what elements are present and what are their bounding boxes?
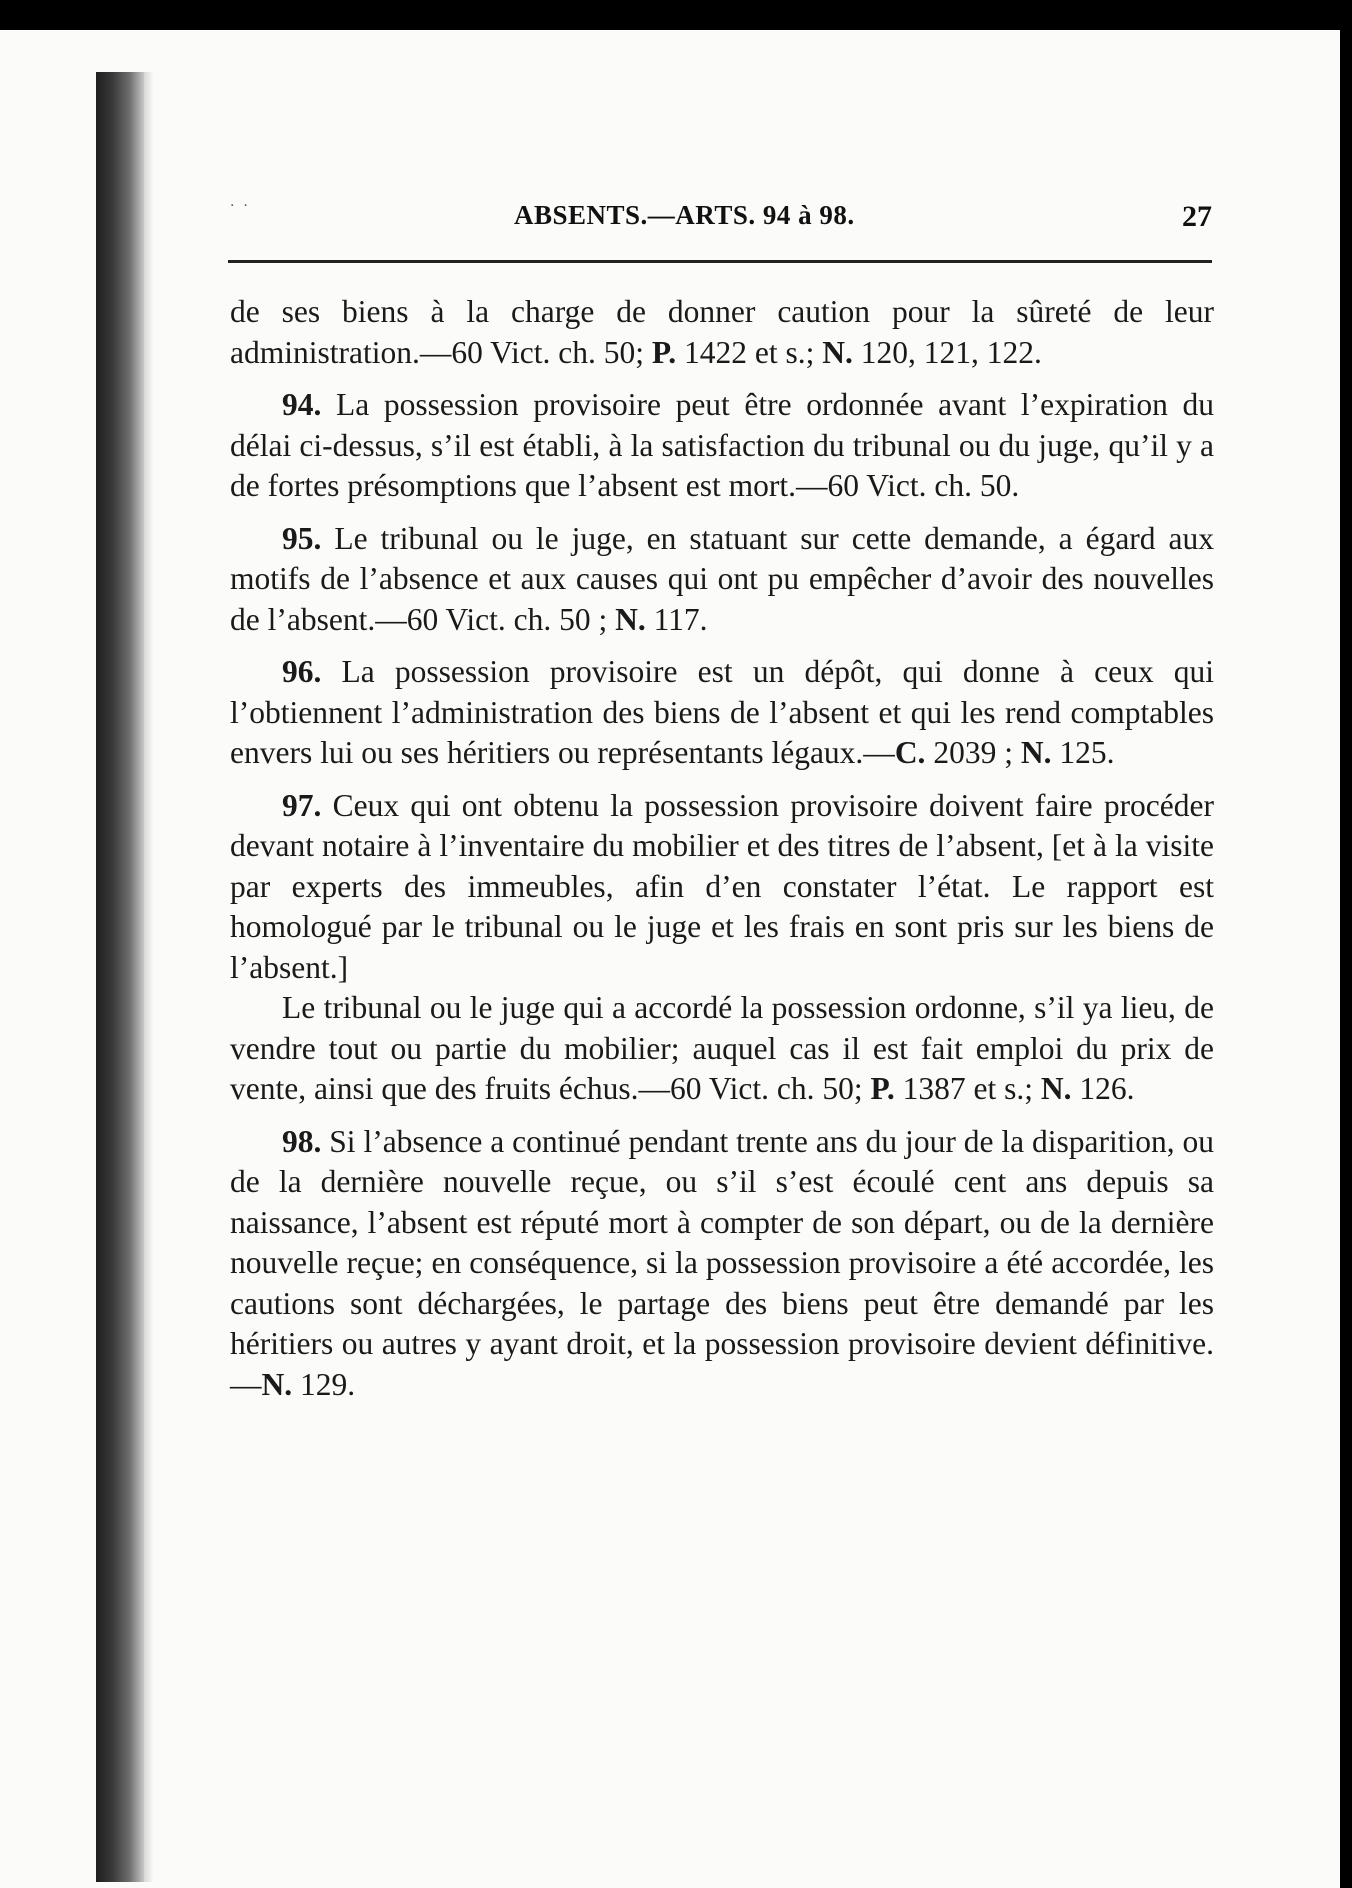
article-97: 97. Ceux qui ont obtenu la possession provisoire doivent faire procéder devant notaire à l’inventaire du mobilier et des titres de l’absent, [et à la visite par experts des immeubles, afin d’en constater l’état. Le rapport est homologué par le tribunal ou le juge et les frais en sont pris sur les biens de l’absent.]: [230, 787, 1214, 985]
article-95: 95. Le tribunal ou le juge, en statuant sur cette demande, a égard aux motifs de l’absence et aux causes qui ont pu empêcher d’avoir des nouvelles de l’absent.—60 Vict. ch. 50 ; N. 117.: [230, 520, 1214, 637]
stray-marks: · ·: [230, 198, 248, 214]
running-head: ABSENTS.—ARTS. 94 à 98.: [514, 200, 855, 230]
page-gutter: [144, 72, 154, 1882]
article-94: 94. La possession provisoire peut être ordonnée avant l’expiration du délai ci-dessus, s’il est établi, à la satisfaction du tribunal ou du juge, qu’il y a de fortes présomptions que l’absent est mort.—60 Vict. ch. 50.: [230, 387, 1214, 503]
body-text: [230, 292, 1214, 1405]
article-number: 95.: [282, 520, 322, 556]
page-header: [230, 200, 1220, 240]
article-number: 97.: [282, 787, 322, 823]
book-spine-shadow: [96, 72, 144, 1882]
article-96: 96. La possession provisoire est un dépôt, qui donne à ceux qui l’obtiennent l’administration des biens de l’absent et qui les rend comptables envers lui ou ses héritiers ou représentants légaux.—C. 2039 ; N. 125.: [230, 654, 1214, 770]
article-number: 94.: [282, 387, 322, 422]
article-number: 98.: [282, 1123, 322, 1159]
page-number: 27: [1182, 200, 1212, 233]
article-97-paragraph-2: Le tribunal ou le juge qui a accordé la possession ordonne, s’il ya lieu, de vendre tout ou partie du mobilier; auquel cas il est fait emploi du prix de vente, ainsi que des fruits échus.—60 Vict. ch. 50; P. 1387 et s.; N. 126.: [230, 990, 1214, 1106]
book-page: [0, 30, 1340, 1888]
article-98: 98. Si l’absence a continué pendant trente ans du jour de la disparition, ou de la dernière nouvelle reçue, ou s’il s’est écoulé cent ans depuis sa naissance, l’absent est réputé mort à compter de son départ, ou de la dernière nouvelle reçue; en conséquence, si la possession provisoire a été accordée, les cautions sont déchargées, le partage des biens peut être demandé par les héritiers ou autres y ayant droit, et la possession provisoire devient définitive.—N. 129.: [230, 1123, 1214, 1402]
continued-paragraph: de ses biens à la charge de donner caution pour la sûreté de leur administration.—60 Vict. ch. 50; P. 1422 et s.; N. 120, 121, 122.: [230, 294, 1214, 370]
header-rule: [228, 260, 1212, 263]
article-number: 96.: [282, 654, 322, 689]
